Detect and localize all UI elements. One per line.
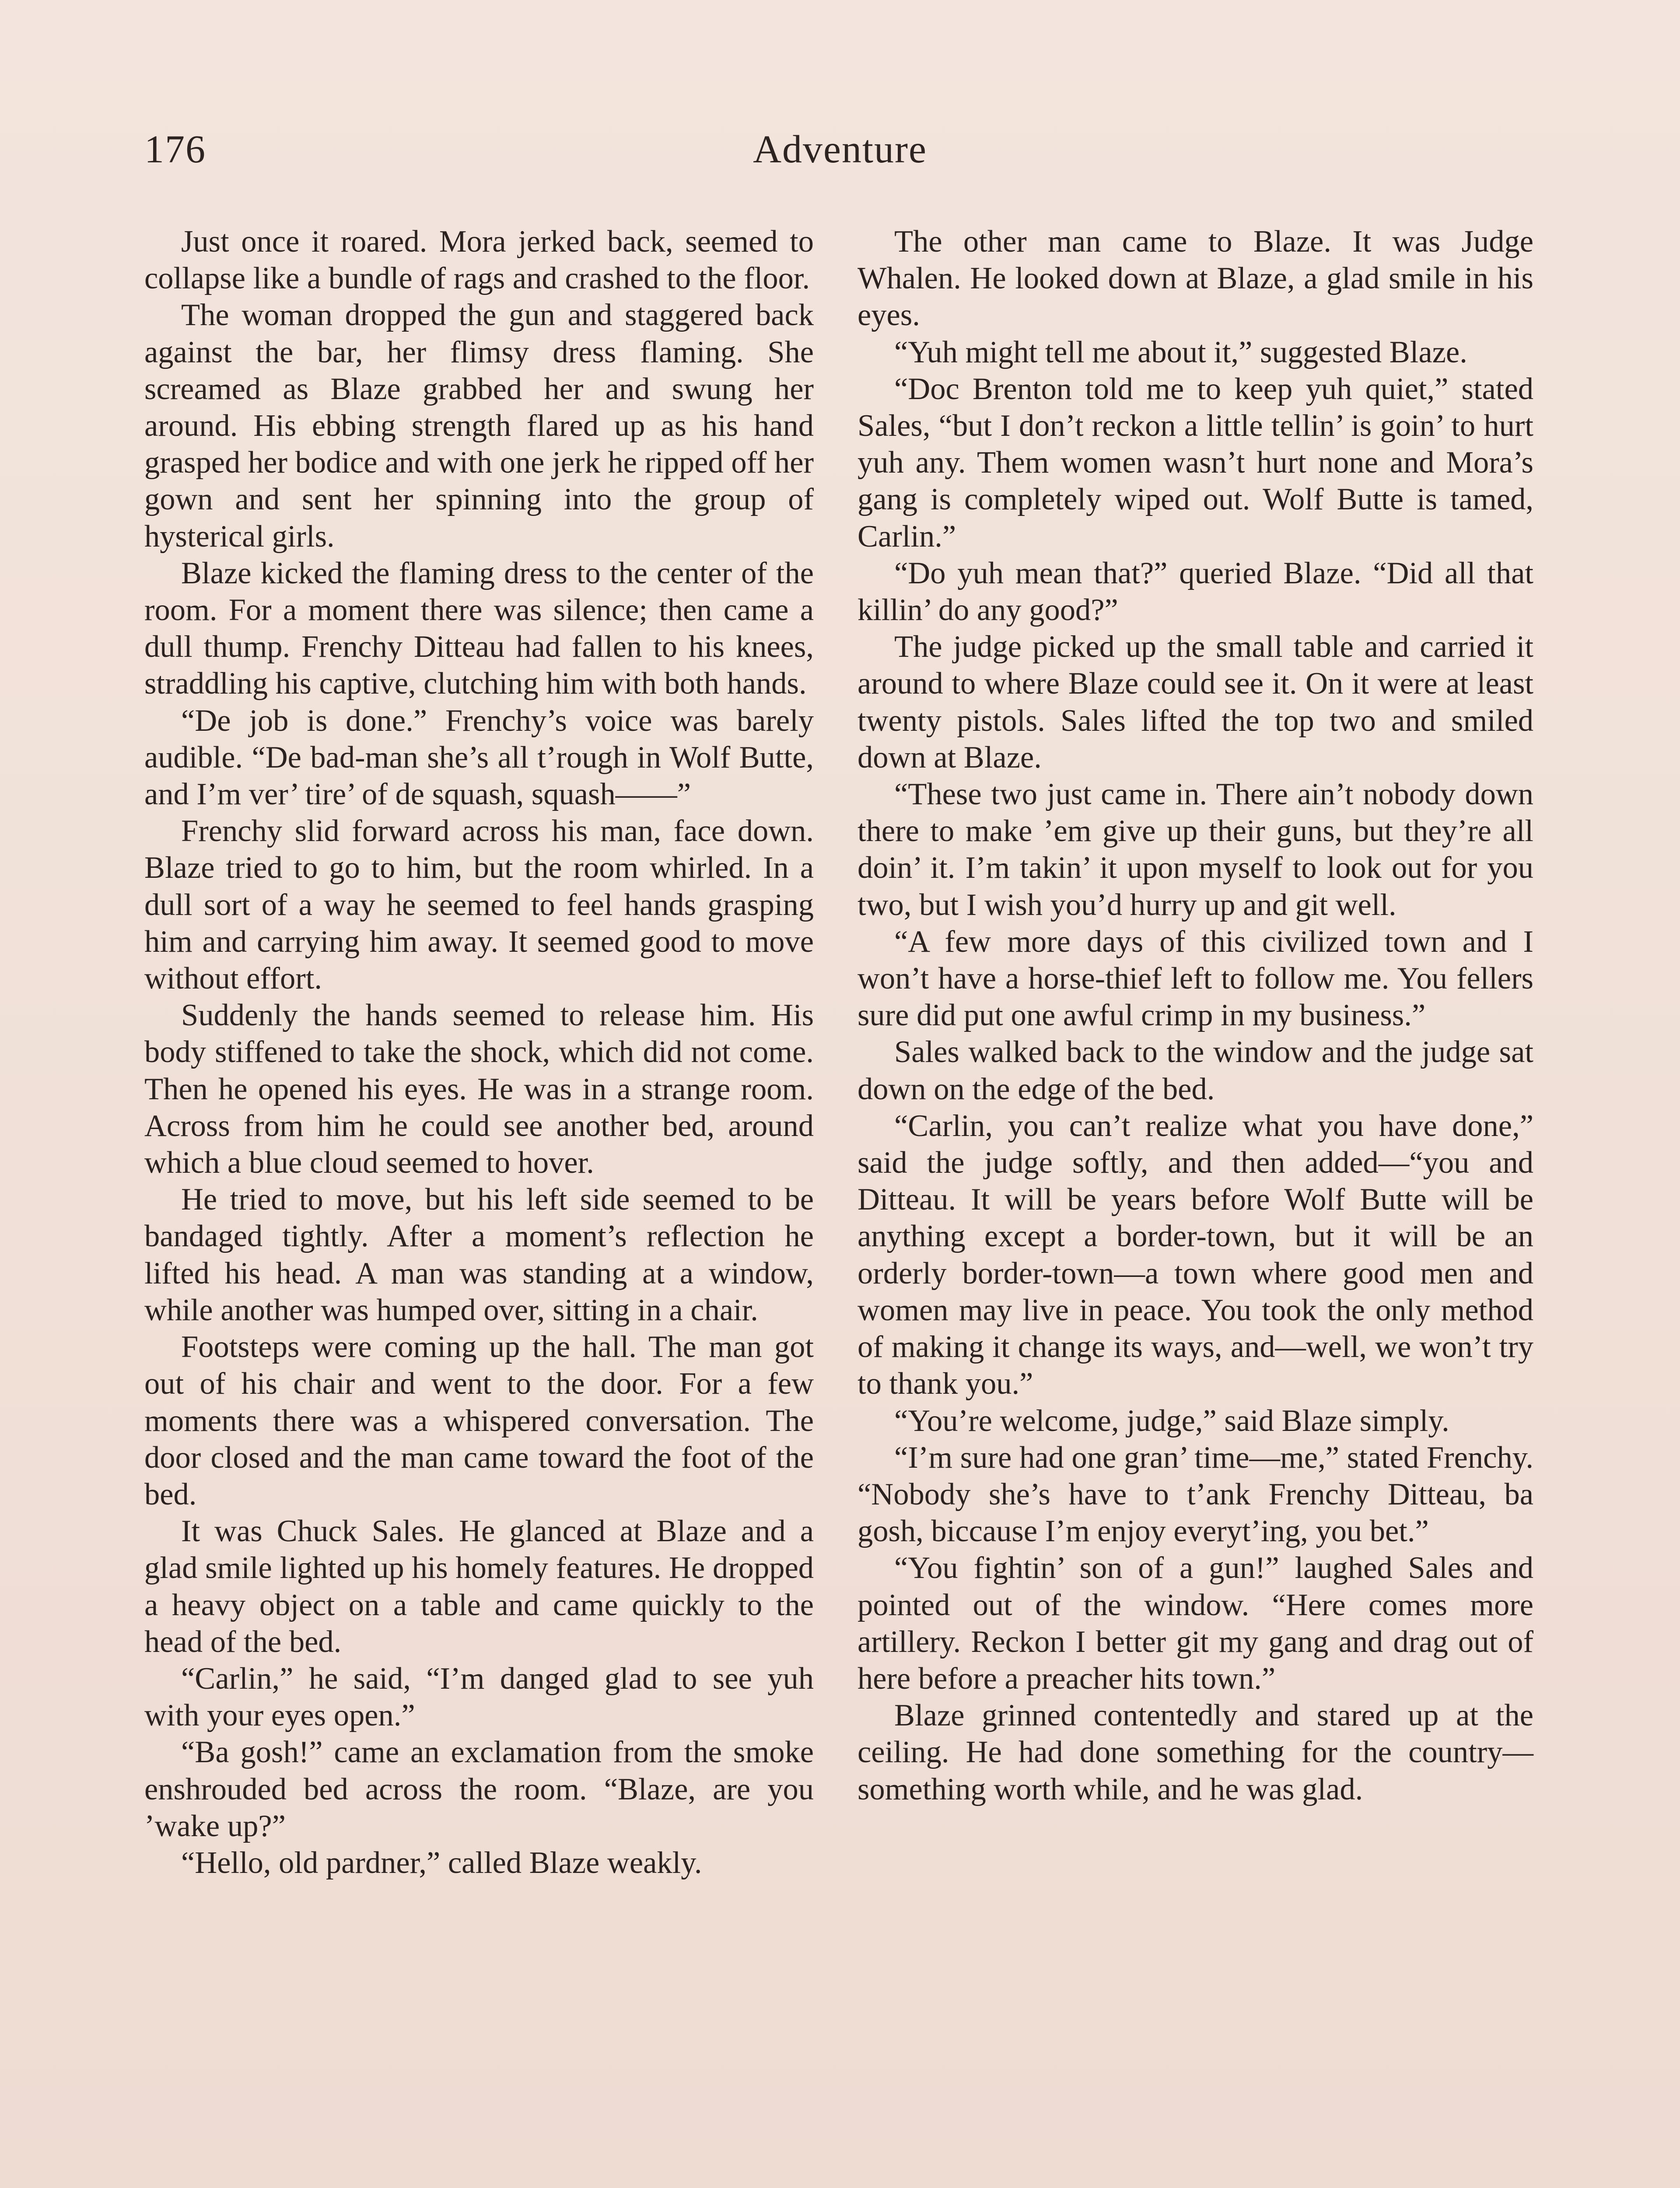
text-column-right [858,223,1533,1808]
paragraph: “I’m sure had one gran’ time—me,” stated Frenchy. “Nobody she’s have to t’ank Frenchy Ditteau, ba gosh, biccause I’m enjoy everyt’ing, you bet.” [858,1440,1533,1549]
paragraph: Footsteps were coming up the hall. The man got out of his chair and went to the door. For a few moments there was a whispered conversation. The door closed and the man came toward the foot of the bed. [144,1330,814,1511]
running-head: Adventure [753,128,927,171]
paragraph: “You fightin’ son of a gun!” laughed Sales and pointed out of the window. “Here comes more artillery. Reckon I better git my gang and drag out of here before a preacher hits town.” [858,1551,1533,1696]
paragraph: The judge picked up the small table and carried it around to where Blaze could see it. On it were at least twenty pistols. Sales lifted the top two and smiled down at Blaze. [858,630,1533,775]
paragraph: The other man came to Blaze. It was Judge Whalen. He looked down at Blaze, a glad smile in his eyes. [858,224,1533,333]
paragraph: Suddenly the hands seemed to release him. His body stiffened to take the shock, which did not come. Then he opened his eyes. He was in a strange room. Across from him he could see another bed, around which a blue cloud seemed to hover. [144,998,814,1180]
paragraph: It was Chuck Sales. He glanced at Blaze and a glad smile lighted up his homely features. He dropped a heavy object on a table and came quickly to the head of the bed. [144,1514,814,1659]
paragraph: Sales walked back to the window and the judge sat down on the edge of the bed. [858,1035,1533,1106]
text-column-left [144,223,814,1881]
paragraph: “Hello, old pardner,” called Blaze weakly. [181,1845,702,1880]
paragraph: Blaze grinned contentedly and stared up at the ceiling. He had done something for the country—something worth while, and he was glad. [858,1698,1533,1806]
paragraph: “You’re welcome, judge,” said Blaze simply. [894,1403,1449,1438]
paragraph: “Ba gosh!” came an exclamation from the smoke enshrouded bed across the room. “Blaze, are you ’wake up?” [144,1735,814,1843]
paragraph: Blaze kicked the flaming dress to the center of the room. For a moment there was silence; then came a dull thump. Frenchy Ditteau had fallen to his knees, straddling his captive, clutching him with both hands. [144,556,814,701]
paragraph: He tried to move, but his left side seemed to be bandaged tightly. After a moment’s reflection he lifted his head. A man was standing at a window, while another was humped over, sitting in a chair. [144,1182,814,1327]
page-number: 176 [144,128,206,171]
paragraph: The woman dropped the gun and staggered back against the bar, her flimsy dress flaming. She screamed as Blaze grabbed her and swung her around. His ebbing strength flared up as his hand grasped her bodice and with one jerk he ripped off her gown and sent her spinning into the group of hysterical girls. [144,298,814,554]
paragraph: Just once it roared. Mora jerked back, seemed to collapse like a bundle of rags and crashed to the floor. [144,224,814,296]
paragraph: “De job is done.” Frenchy’s voice was barely audible. “De bad-man she’s all t’rough in Wolf Butte, and I’m ver’ tire’ of de squash, squash——” [144,703,814,812]
paragraph: “Yuh might tell me about it,” suggested Blaze. [894,335,1467,369]
paragraph: “Carlin,” he said, “I’m danged glad to see yuh with your eyes open.” [144,1661,814,1733]
paragraph: “A few more days of this civilized town and I won’t have a horse-thief left to follow me. You fellers sure did put one awful crimp in my business.” [858,924,1533,1033]
paragraph: “Do yuh mean that?” queried Blaze. “Did all that killin’ do any good?” [858,556,1533,628]
paragraph: “Carlin, you can’t realize what you have done,” said the judge softly, and then added—“you and Ditteau. It will be years before Wolf Butte will be anything except a border-town, but it will be an orderly border-town—a town where good men and women may live in peace. You took the only method of making it change its ways, and—well, we won’t try to thank you.” [858,1108,1533,1401]
paragraph: “Doc Brenton told me to keep yuh quiet,” stated Sales, “but I don’t reckon a little tellin’ is goin’ to hurt yuh any. Them women wasn’t hurt none and Mora’s gang is completely wiped out. Wolf Butte is tamed, Carlin.” [858,372,1533,554]
paragraph: “These two just came in. There ain’t nobody down there to make ’em give up their guns, but they’re all doin’ it. I’m takin’ it upon myself to look out for you two, but I wish you’d hurry up and git well. [858,777,1533,922]
paragraph: Frenchy slid forward across his man, face down. Blaze tried to go to him, but the room whirled. In a dull sort of a way he seemed to feel hands grasping him and carrying him away. It seemed good to move without effort. [144,814,814,996]
